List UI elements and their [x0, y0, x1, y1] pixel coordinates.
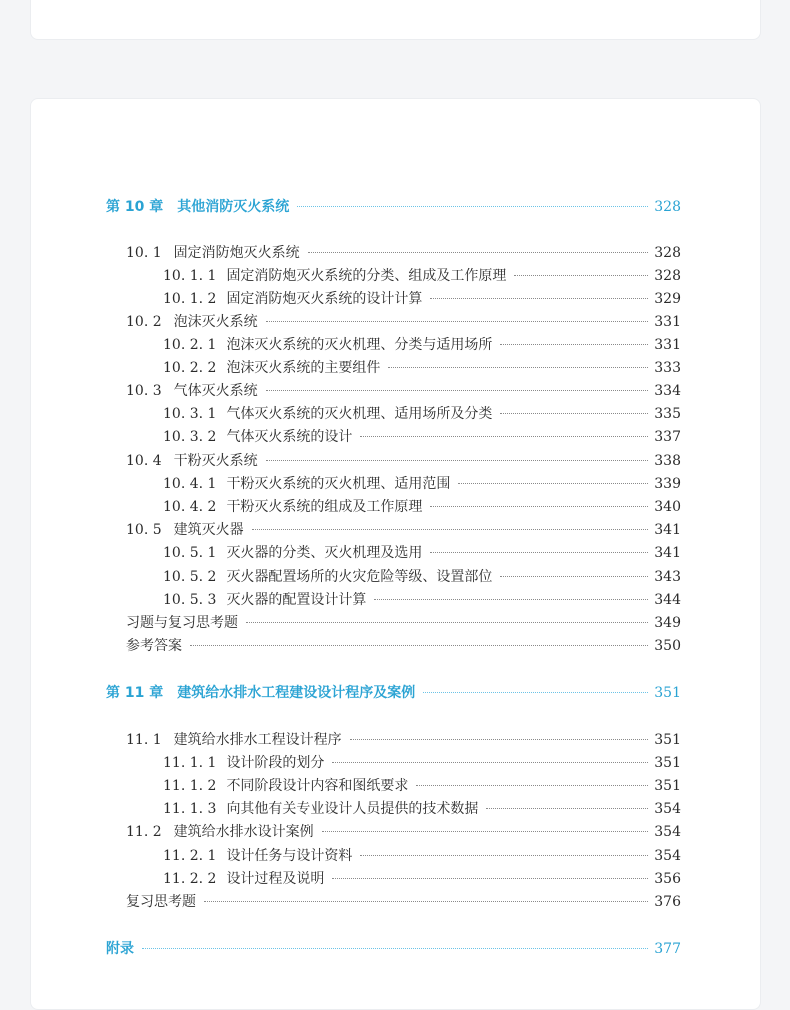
toc-entry[interactable]	[163, 798, 681, 818]
toc-entry[interactable]	[163, 496, 681, 516]
toc-entry-title: 气体灭火系统	[173, 383, 258, 399]
toc-page-number: 356	[654, 871, 681, 887]
toc-entry[interactable]	[163, 288, 681, 308]
toc-entry-title: 参考答案	[126, 638, 182, 654]
toc-entry-number: 10. 3	[126, 383, 162, 399]
toc-entry[interactable]	[126, 612, 681, 632]
toc-entry-number: 11. 1	[126, 732, 162, 748]
toc-leader-dots	[266, 460, 649, 461]
toc-entry-title: 灭火器配置场所的火灾危险等级、设置部位	[226, 569, 493, 585]
toc-page-number: 351	[654, 755, 681, 771]
toc-entry[interactable]	[163, 868, 681, 888]
toc-page-number: 333	[654, 360, 681, 376]
toc-entry-title: 向其他有关专业设计人员提供的技术数据	[226, 801, 479, 817]
toc-entry-number: 11. 1. 2	[163, 778, 217, 794]
toc-page-number: 341	[654, 522, 681, 538]
toc-leader-dots	[430, 298, 648, 299]
toc-chapter-title: 第 11 章 建筑给水排水工程建设设计程序及案例	[106, 685, 416, 701]
toc-entry[interactable]	[163, 542, 681, 562]
toc-entry-title: 设计阶段的划分	[226, 755, 325, 771]
toc-leader-dots	[266, 390, 649, 391]
toc-page-number: 338	[654, 453, 681, 469]
toc-leader-dots	[252, 529, 649, 530]
toc-leader-dots	[360, 855, 648, 856]
toc-entry[interactable]	[126, 311, 681, 331]
toc-entry[interactable]	[163, 426, 681, 446]
toc-entry[interactable]	[126, 450, 681, 470]
toc-entry-title: 设计任务与设计资料	[226, 848, 353, 864]
toc-entry[interactable]	[163, 752, 681, 772]
toc-entry-title: 固定消防炮灭火系统	[173, 245, 300, 261]
toc-entry-number: 11. 2. 1	[163, 848, 217, 864]
toc-leader-dots	[500, 576, 648, 577]
toc-entry[interactable]	[163, 473, 681, 493]
toc-leader-dots	[204, 901, 648, 902]
toc-entry-number: 10. 3. 2	[163, 429, 217, 445]
toc-entry-number: 10. 2. 1	[163, 337, 217, 353]
toc-leader-dots	[458, 483, 648, 484]
toc-entry-number: 10. 2. 2	[163, 360, 217, 376]
toc-entry-number: 10. 5. 3	[163, 592, 217, 608]
toc-page-number: 376	[654, 894, 681, 910]
toc-leader-dots	[142, 948, 648, 949]
toc-entry-title: 建筑灭火器	[173, 522, 244, 538]
toc-entry[interactable]	[163, 265, 681, 285]
toc-page-number: 335	[654, 406, 681, 422]
toc-entry-number: 10. 5. 2	[163, 569, 217, 585]
toc-entry-number: 11. 2. 2	[163, 871, 217, 887]
toc-page-number: 328	[654, 199, 681, 215]
toc-chapter-10[interactable]	[106, 196, 681, 216]
toc-entry-number: 10. 1. 2	[163, 291, 217, 307]
toc-entry-number: 10. 5. 1	[163, 545, 217, 561]
toc-leader-dots	[374, 599, 648, 600]
toc-entry-number: 10. 4. 1	[163, 476, 217, 492]
toc-entry-title: 气体灭火系统的灭火机理、适用场所及分类	[226, 406, 493, 422]
toc-appendix[interactable]	[106, 938, 681, 958]
toc-page-number: 351	[654, 732, 681, 748]
toc-page-number: 354	[654, 801, 681, 817]
toc-page-number: 341	[654, 545, 681, 561]
toc-page-number: 331	[654, 314, 681, 330]
toc-leader-dots	[350, 739, 649, 740]
toc-entry-title: 不同阶段设计内容和图纸要求	[226, 778, 409, 794]
toc-page-number: 337	[654, 429, 681, 445]
toc-entry-number: 10. 4	[126, 453, 162, 469]
toc-page-number: 350	[654, 638, 681, 654]
toc-entry-number: 11. 1. 3	[163, 801, 217, 817]
toc-leader-dots	[332, 878, 648, 879]
toc-page-number: 377	[654, 941, 681, 957]
toc-entry[interactable]	[163, 589, 681, 609]
toc-page-number: 329	[654, 291, 681, 307]
toc-leader-dots	[297, 206, 648, 207]
toc-leader-dots	[246, 622, 648, 623]
toc-entry-title: 干粉灭火系统	[173, 453, 258, 469]
toc-page-number: 328	[654, 245, 681, 261]
toc-entry-number: 10. 4. 2	[163, 499, 217, 515]
toc-entry[interactable]	[163, 357, 681, 377]
toc-leader-dots	[500, 413, 648, 414]
toc-chapter-title: 附录	[106, 941, 134, 957]
toc-entry[interactable]	[163, 403, 681, 423]
toc-page-number: 354	[654, 848, 681, 864]
toc-entry-title: 干粉灭火系统的组成及工作原理	[226, 499, 423, 515]
toc-leader-dots	[308, 252, 649, 253]
toc-entry-title: 设计过程及说明	[226, 871, 325, 887]
toc-entry-title: 建筑给水排水设计案例	[173, 824, 314, 840]
toc-leader-dots	[430, 552, 648, 553]
toc-page-number: 351	[654, 778, 681, 794]
toc-page-number: 334	[654, 383, 681, 399]
toc-entry-number: 11. 1. 1	[163, 755, 217, 771]
toc-entry-title: 习题与复习思考题	[126, 615, 238, 631]
toc-entry-title: 泡沫灭火系统	[173, 314, 258, 330]
toc-entry[interactable]	[126, 891, 681, 911]
toc-entry[interactable]	[126, 519, 681, 539]
toc-entry-title: 固定消防炮灭火系统的分类、组成及工作原理	[226, 268, 507, 284]
toc-page-number: 349	[654, 615, 681, 631]
toc-chapter-title: 第 10 章 其他消防灭火系统	[106, 199, 290, 215]
toc-entry-title: 干粉灭火系统的灭火机理、适用范围	[226, 476, 451, 492]
toc-entry[interactable]	[163, 845, 681, 865]
toc-entry-title: 气体灭火系统的设计	[226, 429, 353, 445]
toc-entry[interactable]	[163, 566, 681, 586]
toc-entry-title: 建筑给水排水工程设计程序	[173, 732, 342, 748]
toc-page-number: 340	[654, 499, 681, 515]
toc-page-number: 328	[654, 268, 681, 284]
toc-entry[interactable]	[163, 775, 681, 795]
toc-leader-dots	[388, 367, 648, 368]
toc-page-number: 344	[654, 592, 681, 608]
toc-chapter-11[interactable]	[106, 682, 681, 702]
toc-entry[interactable]	[126, 380, 681, 400]
toc-entry-number: 10. 1. 1	[163, 268, 217, 284]
toc-page-number: 339	[654, 476, 681, 492]
toc-page-number: 351	[654, 685, 681, 701]
previous-page-card	[30, 0, 761, 40]
toc-entry-title: 灭火器的配置设计计算	[226, 592, 367, 608]
toc-entry-number: 10. 1	[126, 245, 162, 261]
toc-leader-dots	[500, 344, 648, 345]
toc-entry-title: 泡沫灭火系统的主要组件	[226, 360, 381, 376]
toc-leader-dots	[423, 692, 648, 693]
toc-entry-number: 11. 2	[126, 824, 162, 840]
toc-entry[interactable]	[126, 635, 681, 655]
toc-page-number: 354	[654, 824, 681, 840]
toc-entry-title: 固定消防炮灭火系统的设计计算	[226, 291, 423, 307]
toc-page-number: 331	[654, 337, 681, 353]
toc-leader-dots	[514, 275, 648, 276]
toc-leader-dots	[322, 831, 649, 832]
toc-entry-number: 10. 5	[126, 522, 162, 538]
toc-entry[interactable]	[126, 242, 681, 262]
toc-leader-dots	[266, 321, 649, 322]
toc-entry-title: 泡沫灭火系统的灭火机理、分类与适用场所	[226, 337, 493, 353]
toc-leader-dots	[332, 762, 648, 763]
toc-leader-dots	[360, 436, 648, 437]
toc-entry-title: 复习思考题	[126, 894, 196, 910]
toc-entry[interactable]	[126, 821, 681, 841]
toc-page-number: 343	[654, 569, 681, 585]
toc-entry[interactable]	[126, 729, 681, 749]
toc-leader-dots	[190, 645, 648, 646]
toc-entry-number: 10. 2	[126, 314, 162, 330]
toc-leader-dots	[430, 506, 648, 507]
toc-leader-dots	[416, 785, 648, 786]
toc-entry[interactable]	[163, 334, 681, 354]
toc-entry-number: 10. 3. 1	[163, 406, 217, 422]
toc-leader-dots	[486, 808, 648, 809]
toc-entry-title: 灭火器的分类、灭火机理及选用	[226, 545, 423, 561]
